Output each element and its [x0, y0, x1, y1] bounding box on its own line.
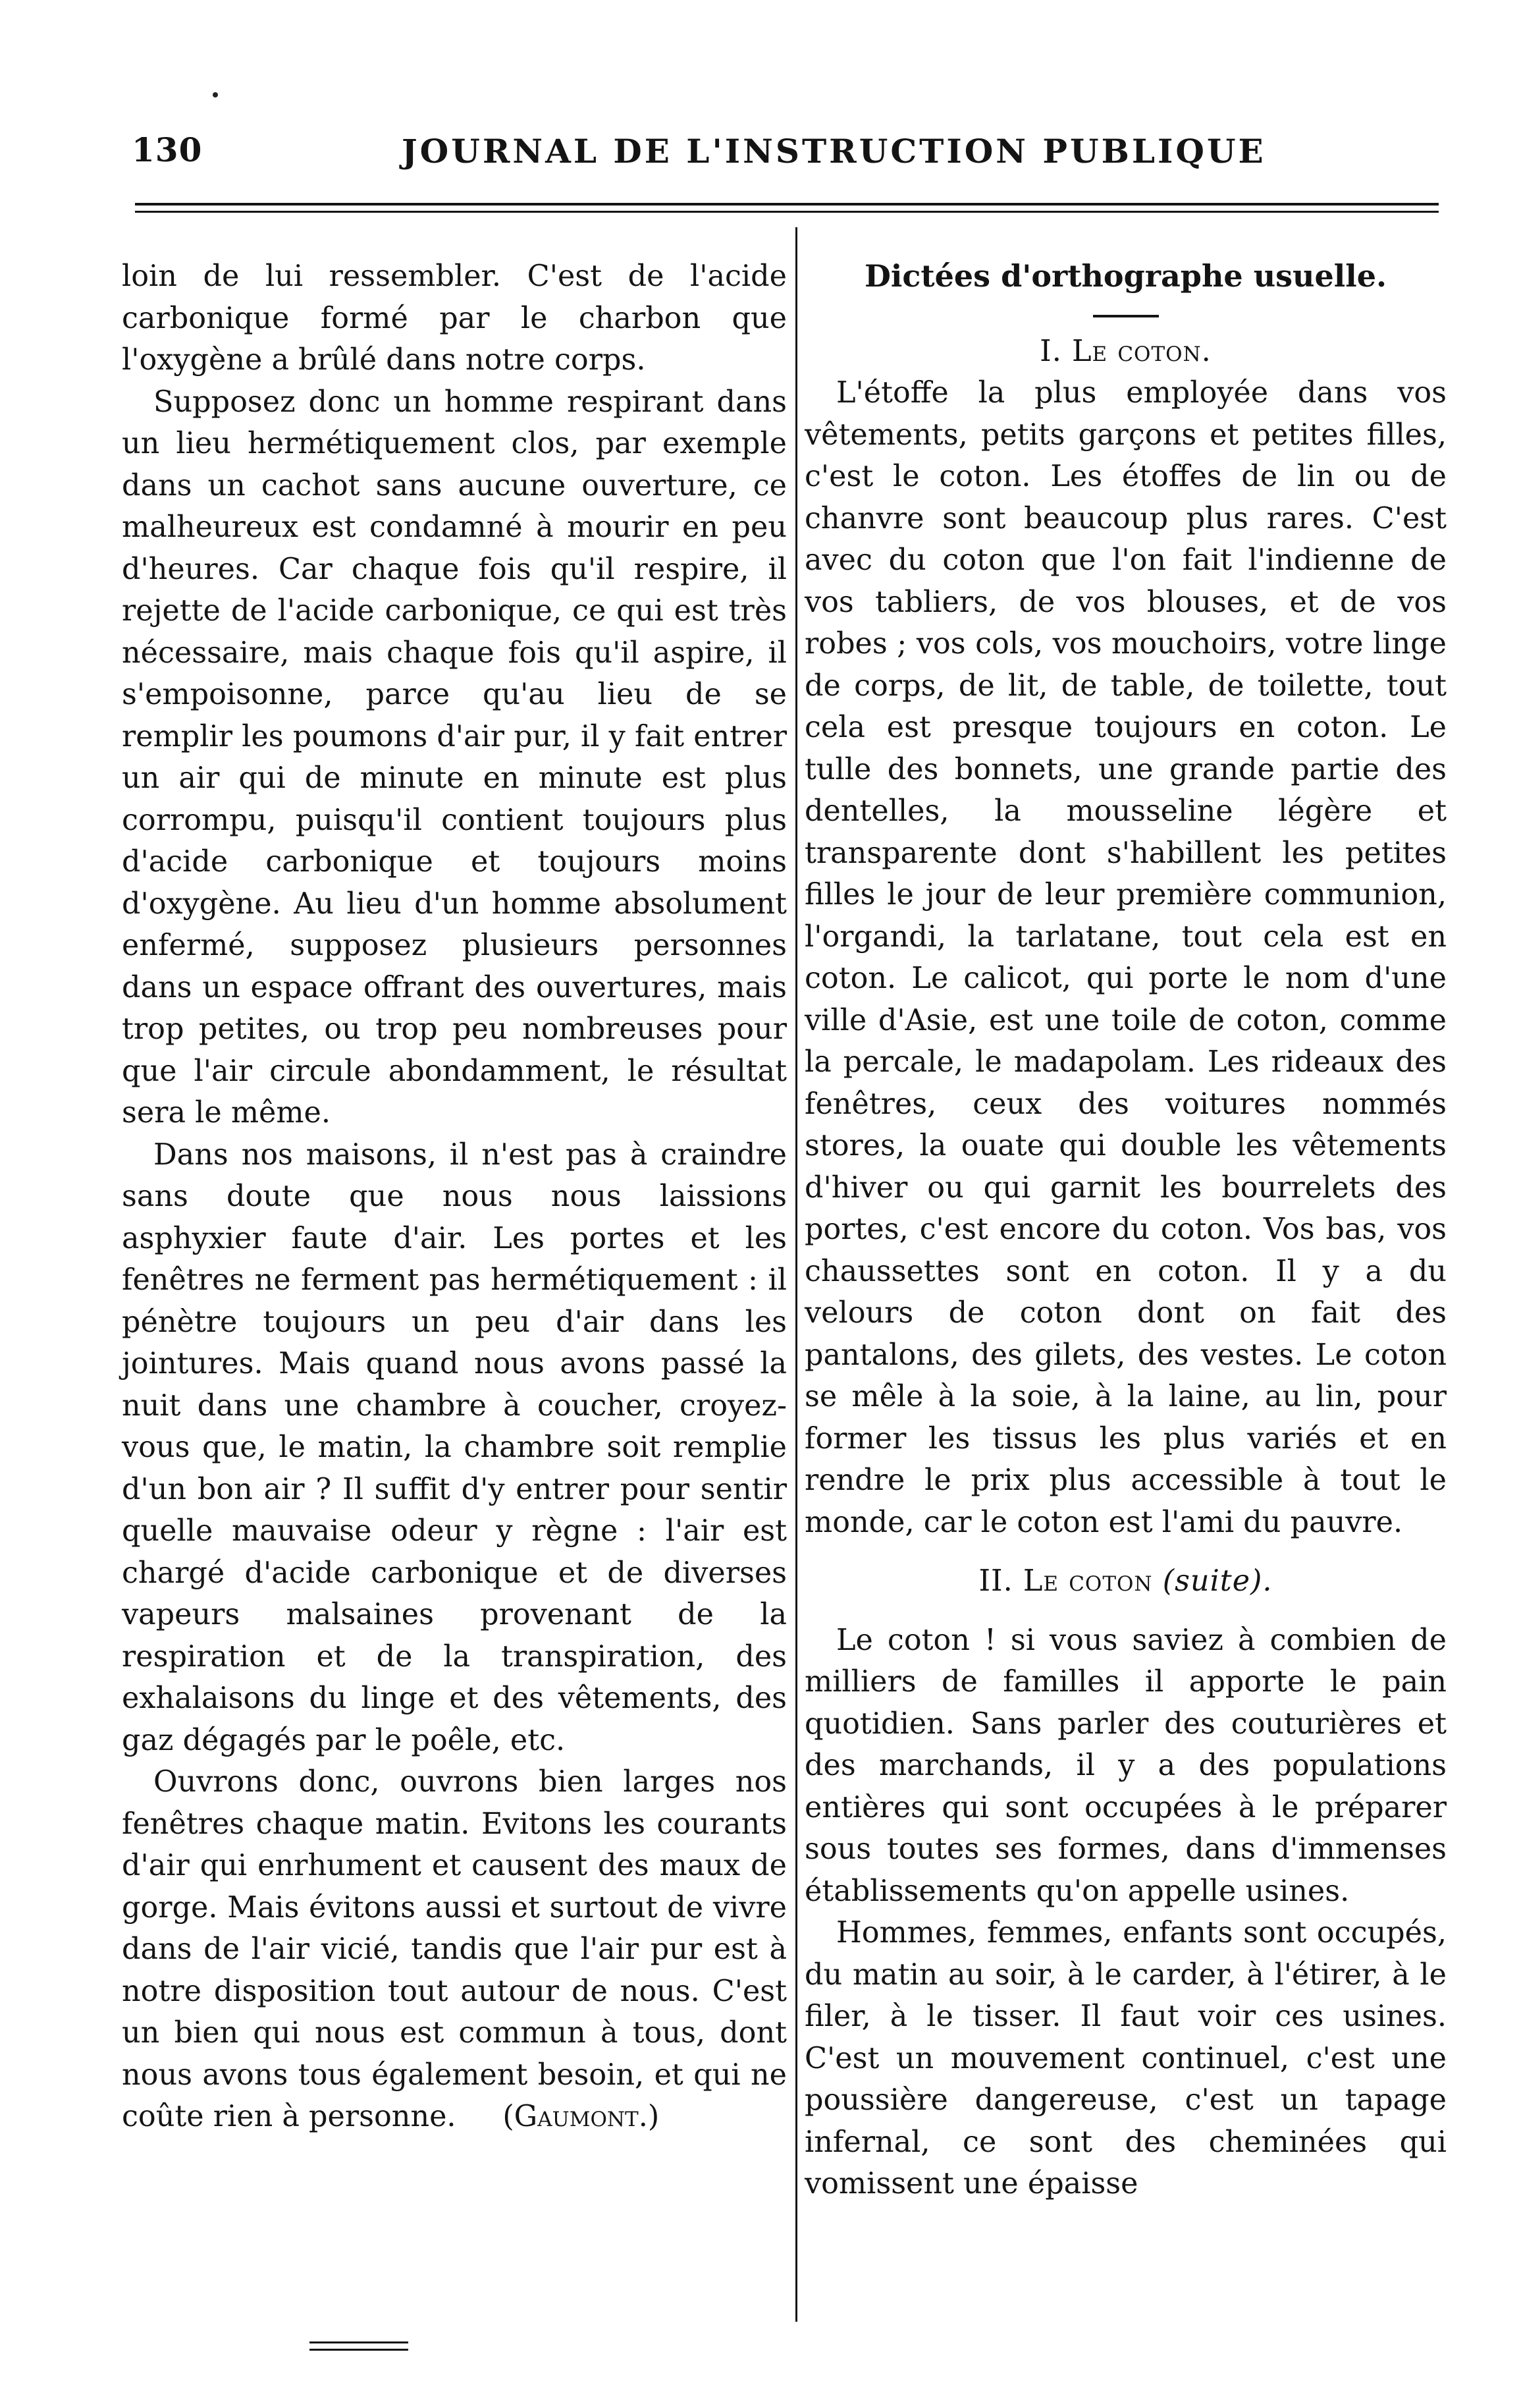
dictee-text: Le coton ! si vous saviez à combien de milliers de familles il apporte le pain quotidien. Sans parler des couturières et des marchands, il y a des populations entières qui sont occupées à le préparer sous toutes ses formes, dans d'immenses établissements qu'on appelle usines.	[805, 1623, 1447, 1908]
page-header	[132, 130, 1449, 183]
section-title: Dictées d'orthographe usuelle.	[865, 258, 1387, 294]
paragraph	[122, 1761, 787, 2138]
page-number: 130	[132, 130, 203, 169]
paragraph: Dans nos maisons, il n'est pas à craindre sans doute que nous nous laissions asphyxier faute d'air. Les portes et les fenêtres ne ferment pas hermétiquement : il pénètre toujours un peu d'air dans les jointures. Mais quand nous avons passé la nuit dans une chambre à coucher, croyez-vous que, le matin, la chambre soit remplie d'un bon air ? Il suffit d'y entrer pour sentir quelle mauvaise odeur y règne : l'air est chargé d'acide carbonique et de diverses vapeurs malsaines provenant de la respiration et de la transpiration, des exhalaisons du linge et des vêtements, des gaz dégagés par le poêle, etc.	[122, 1137, 787, 1757]
paragraph: Supposez donc un homme respirant dans un lieu hermétiquement clos, par exemple dans un cachot sans aucune ouverture, ce malheureux est condamné à mourir en peu d'heures. Car chaque fois qu'il respire, il rejette de l'acide carbonique, ce qui est très nécessaire, mais chaque fois qu'il aspire, il s'empoisonne, parce qu'au lieu de se remplir les poumons d'air pur, il y fait entrer un air qui de minute en minute est plus corrompu, puisqu'il contient toujours plus d'acide carbonique et toujours moins d'oxygène. Au lieu d'un homme absolument enfermé, supposez plusieurs personnes dans un espace offrant des ouvertures, mais trop petites, ou trop peu nombreuses pour que l'air circule abondamment, le résultat sera le même.	[122, 385, 787, 1130]
spacer	[805, 1602, 1447, 1620]
ink-speck	[213, 92, 218, 97]
left-column	[122, 256, 787, 2138]
author-attribution: (Gaumont.)	[502, 2100, 660, 2133]
right-column	[805, 256, 1447, 2205]
dictee-title-main: II. Le coton	[978, 1564, 1153, 1598]
spacer	[805, 1543, 1447, 1560]
dictee-title-suffix: (suite).	[1162, 1564, 1273, 1598]
column-divider	[795, 227, 797, 2322]
article-end-rule	[309, 2341, 408, 2351]
dictee-text: Hommes, femmes, enfants sont occupés, du matin au soir, à le carder, à l'étirer, à le filer, à le tisser. Il faut voir ces usines. C'est un mouvement continuel, c'est une poussière dangereuse, c'est un tapage infernal, ce sont des cheminées qui vomissent une épaisse	[805, 1916, 1447, 2201]
section-rule	[1093, 315, 1159, 317]
dictee-text: L'étoffe la plus employée dans vos vêtements, petits garçons et petites filles, c'est le coton. Les étoffes de lin ou de chanvre sont beaucoup plus rares. C'est avec du coton que l'on fait l'indienne de vos tabliers, de vos blouses, et de vos robes ; vos cols, vos mouchoirs, votre linge de corps, de lit, de table, de toilette, tout cela est presque toujours en coton. Le tulle des bonnets, une grande partie des dentelles, la mousseline légère et transparente dont s'habillent les petites filles le jour de leur première communion, l'organdi, la tarlatane, tout cela est en coton. Le calicot, qui porte le nom d'une ville d'Asie, est une toile de coton, comme la percale, le madapolam. Les rideaux des fenêtres, ceux des voitures nommés stores, la ouate qui double les vêtements d'hiver ou qui garnit les bourrelets des portes, c'est encore du coton. Vos bas, vos chaussettes sont en coton. Il y a du velours de coton dont on fait des pantalons, des gilets, des vestes. Le coton se mêle à la soie, à la laine, au lin, pour former les tissus les plus variés et en rendre le prix plus accessible à tout le monde, car le coton est l'ami du pauvre.	[805, 376, 1447, 1539]
header-rule	[135, 203, 1439, 213]
running-title: JOURNAL DE L'INSTRUCTION PUBLIQUE	[402, 132, 1266, 171]
paragraph: loin de lui ressembler. C'est de l'acide carbonique formé par le charbon que l'oxygène a brûlé dans notre corps.	[122, 260, 787, 377]
paragraph-text: Ouvrons donc, ouvrons bien larges nos fenêtres chaque matin. Evitons les courants d'air qui enrhument et causent des maux de gorge. Mais évitons aussi et surtout de vivre dans de l'air vicié, tandis que l'air pur est à notre disposition tout autour de nous. C'est un bien qui nous est commun à tous, dont nous avons tous également besoin, et qui ne coûte rien à personne.	[122, 1765, 787, 2133]
dictee-title: I. Le coton.	[1040, 334, 1212, 368]
dictee-title	[805, 1560, 1447, 1602]
